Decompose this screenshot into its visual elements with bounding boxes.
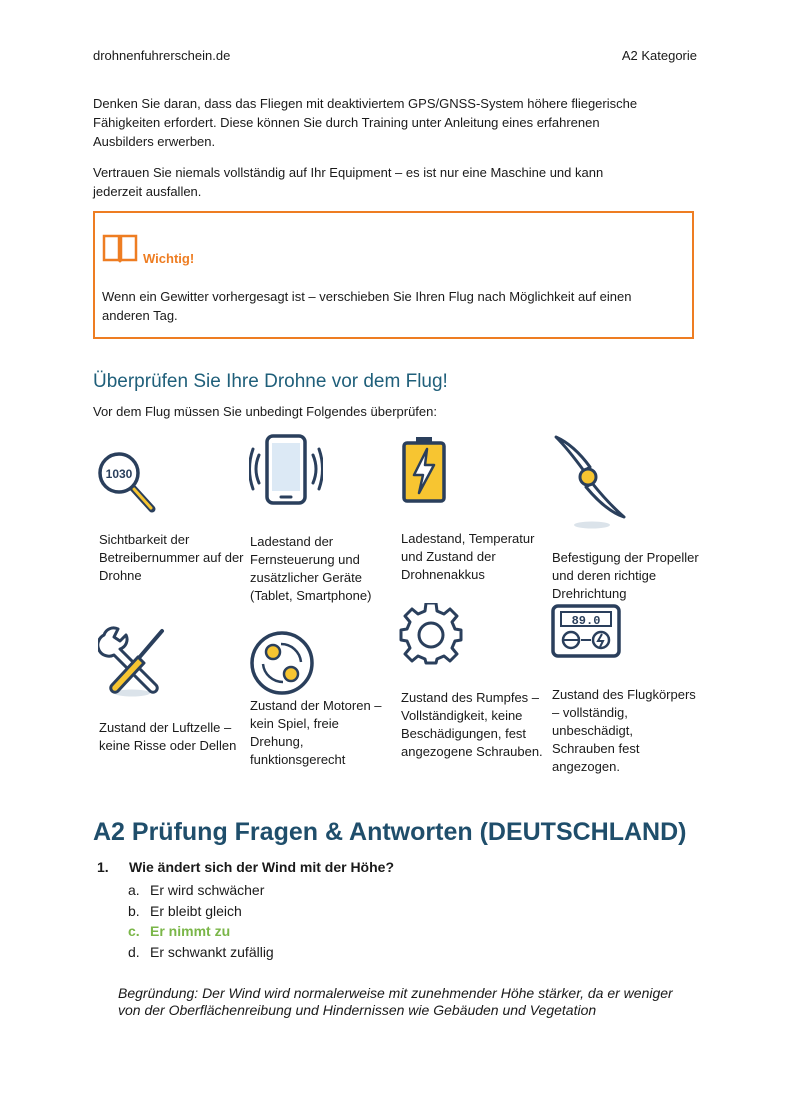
tools-icon bbox=[98, 625, 170, 699]
question-text: Wie ändert sich der Wind mit der Höhe? bbox=[129, 859, 395, 875]
check-item-label: Befestigung der Propeller und deren richtige Drehrichtung bbox=[552, 550, 699, 601]
propeller-icon bbox=[548, 433, 632, 531]
notice-text: Wenn ein Gewitter vorhergesagt ist – verschieben Sie Ihren Flug nach Möglichkeit auf einen anderen Tag. bbox=[102, 289, 632, 323]
question bbox=[97, 859, 394, 875]
check-item-label: Zustand des Flugkörpers – vollständig, unbeschädigt, Schrauben fest angezogen. bbox=[552, 687, 696, 774]
notice-title: Wichtig! bbox=[143, 251, 195, 266]
answer-d: d. Er schwankt zufällig bbox=[128, 944, 274, 960]
motor-icon bbox=[249, 630, 315, 696]
check-item-label: Ladestand, Temperatur und Zustand der Drohnenakkus bbox=[401, 531, 535, 582]
check-item-label: Zustand des Rumpfes – Vollständigkeit, keine Beschädigungen, fest angezogene Schrauben. bbox=[401, 690, 543, 759]
notice-box bbox=[93, 211, 694, 339]
magnifier-number: 1030 bbox=[105, 467, 133, 481]
check-item-label: Zustand der Motoren – kein Spiel, freie Drehung, funktionsgerecht bbox=[250, 698, 382, 767]
section-intro: Vor dem Flug müssen Sie unbedingt Folgendes überprüfen: bbox=[93, 404, 437, 419]
gear-icon bbox=[399, 603, 463, 667]
answer-a: a. Er wird schwächer bbox=[128, 882, 265, 898]
book-icon bbox=[102, 232, 138, 264]
battery-icon bbox=[401, 435, 447, 503]
answer-c-correct: c. Er nimmt zu bbox=[128, 923, 231, 939]
paragraph-equipment: Vertrauen Sie niemals vollständig auf Ihr Equipment – es ist nur eine Maschine und kann jederzeit ausfallen. bbox=[93, 165, 604, 199]
reasoning-text: Begründung: Der Wind wird normalerweise mit zunehmender Höhe stärker, da er weniger von der Oberflächenreibung und Hindernissen wie Gebäuden und Vegetation bbox=[118, 985, 673, 1018]
display-number: 89.0 bbox=[571, 614, 601, 628]
smartphone-icon bbox=[249, 433, 323, 507]
check-item-label: Zustand der Luftzelle – keine Risse oder Dellen bbox=[99, 720, 237, 753]
paragraph-gps: Denken Sie daran, dass das Fliegen mit deaktiviertem GPS/GNSS-System höhere fliegerische Fähigkeiten erfordert. Diese können Sie durch Training unter Anleitung eines erfahrenen Ausbilders erwerben. bbox=[93, 96, 638, 149]
exam-heading: A2 Prüfung Fragen & Antworten (DEUTSCHLAND) bbox=[93, 818, 687, 846]
magnifier-icon bbox=[98, 449, 160, 515]
control-panel-icon bbox=[551, 604, 621, 658]
check-item-label: Ladestand der Fernsteuerung und zusätzlicher Geräte (Tablet, Smartphone) bbox=[250, 534, 372, 603]
answer-b: b. Er bleibt gleich bbox=[128, 903, 242, 919]
check-item-label: Sichtbarkeit der Betreibernummer auf der Drohne bbox=[99, 532, 244, 583]
site-name: drohnenfuhrerschein.de bbox=[93, 48, 231, 63]
question-number: 1. bbox=[97, 859, 109, 875]
category-label: A2 Kategorie bbox=[621, 48, 697, 63]
section-heading: Überprüfen Sie Ihre Drohne vor dem Flug! bbox=[93, 371, 448, 392]
